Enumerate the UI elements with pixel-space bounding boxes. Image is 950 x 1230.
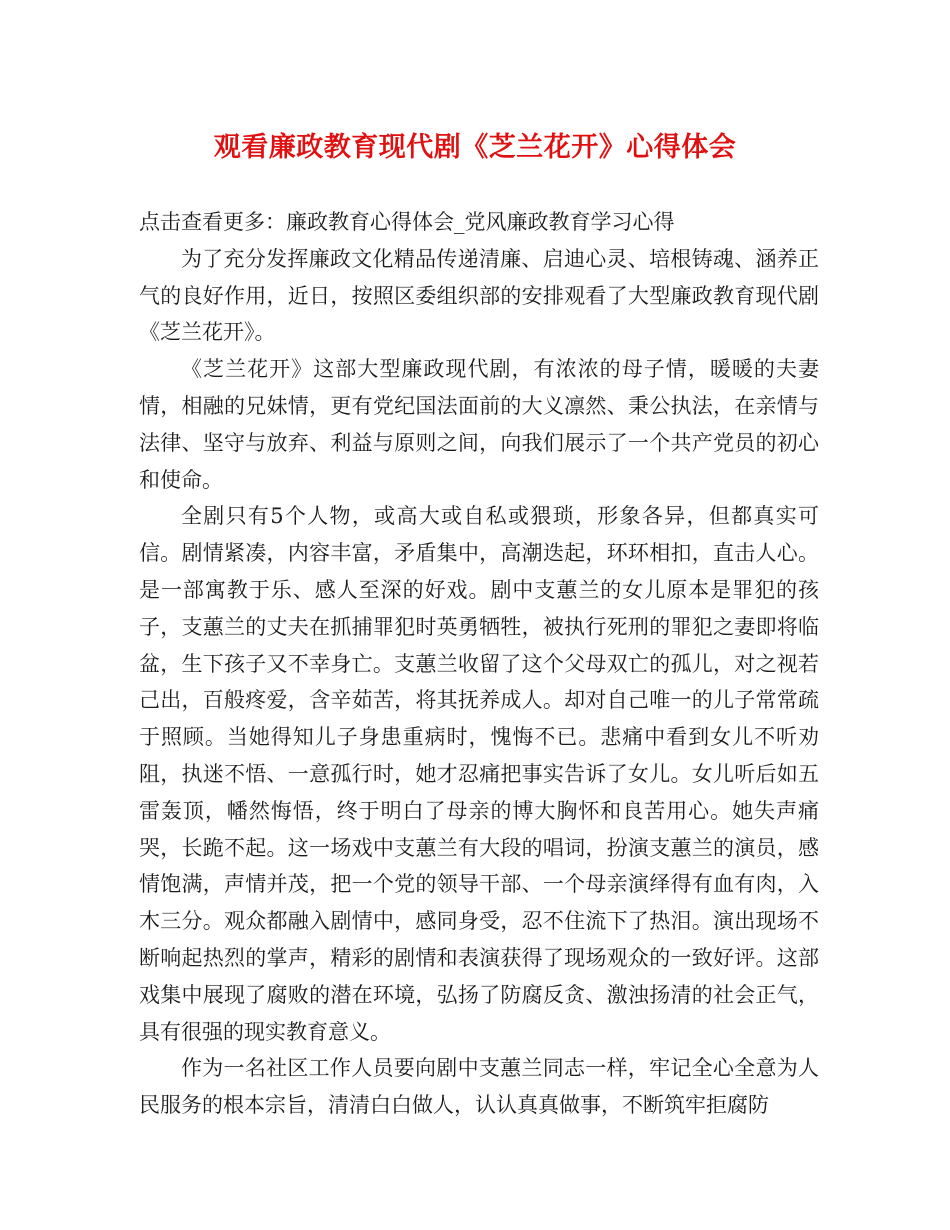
document-body [139, 204, 819, 1124]
paragraph-2: 《芝兰花开》这部大型廉政现代剧，有浓浓的母子情，暖暖的夫妻情，相融的兄妹情，更有党纪国法面前的大义凛然、秉公执法，在亲情与法律、坚守与放弃、利益与原则之间，向我们展示了一个共产党员的初心和使命。 [139, 357, 819, 492]
link-line[interactable]: 点击查看更多：廉政教育心得体会_党风廉政教育学习心得 [139, 210, 675, 234]
document-title: 观看廉政教育现代剧《芝兰花开》心得体会 [213, 132, 737, 163]
paragraph-1: 为了充分发挥廉政文化精品传递清廉、启迪心灵、培根铸魂、涵养正气的良好作用，近日，按照区委组织部的安排观看了大型廉政教育现代剧《芝兰花开》。 [139, 246, 819, 345]
paragraph-3: 全剧只有5个人物，或高大或自私或猥琐，形象各异，但都真实可信。剧情紧凑，内容丰富，矛盾集中，高潮迭起，环环相扣，直击人心。是一部寓教于乐、感人至深的好戏。剧中支蕙兰的女儿原本是罪犯的孩子，支蕙兰的丈夫在抓捕罪犯时英勇牺牲，被执行死刑的罪犯之妻即将临盆，生下孩子又不幸身亡。支蕙兰收留了这个父母双亡的孤儿，对之视若己出，百般疼爱，含辛茹苦，将其抚养成人。却对自己唯一的儿子常常疏于照顾。当她得知儿子身患重病时，愧悔不已。悲痛中看到女儿不听劝阻，执迷不悟、一意孤行时，她才忍痛把事实告诉了女儿。女儿听后如五雷轰顶，幡然悔悟，终于明白了母亲的博大胸怀和良苦用心。她失声痛哭，长跪不起。这一场戏中支蕙兰有大段的唱词，扮演支蕙兰的演员，感情饱满，声情并茂，把一个党的领导干部、一个母亲演绎得有血有肉，入木三分。观众都融入剧情中，感同身受，忍不住流下了热泪。演出现场不断响起热烈的掌声，精彩的剧情和表演获得了现场观众的一致好评。这部戏集中展现了腐败的潜在环境，弘扬了防腐反贪、激浊扬清的社会正气，具有很强的现实教育意义。 [139, 504, 819, 1044]
paragraph-4: 作为一名社区工作人员要向剧中支蕙兰同志一样，牢记全心全意为人民服务的根本宗旨，清清白白做人，认认真真做事，不断筑牢拒腐防 [139, 1056, 819, 1118]
